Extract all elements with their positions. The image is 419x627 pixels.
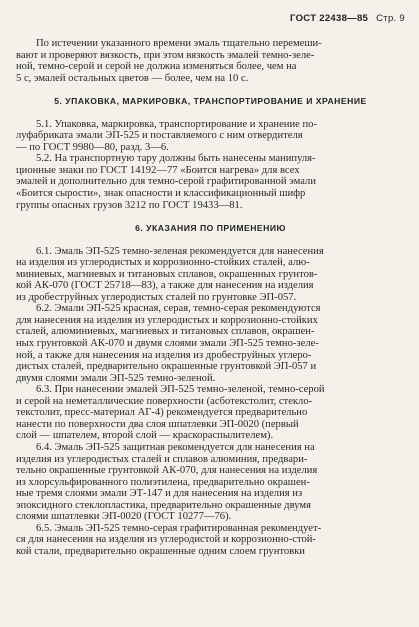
text-line: сталей, алюминиевых, магниевых и титановых сплавов, окрашен- bbox=[16, 326, 315, 338]
text-line: тельно окрашенные грунтовкой АК-070, для нанесения на изделия bbox=[16, 465, 318, 477]
paragraph-6-4 bbox=[16, 442, 405, 523]
text-line: слой — шпателем, второй слой — краскораспылителем). bbox=[16, 430, 274, 442]
text-line: По истечении указанного времени эмаль тщательно перемеши- bbox=[36, 38, 322, 49]
text-line: кой АК-070 (ГОСТ 25718—83), а также для нанесения на изделия bbox=[16, 280, 314, 292]
text-line: 6.4. Эмаль ЭП-525 защитная рекомендуется для нанесения на bbox=[36, 441, 315, 453]
paragraph-5-2 bbox=[16, 153, 405, 211]
paragraph-6-1 bbox=[16, 246, 405, 304]
page-header bbox=[290, 13, 405, 24]
text-line: на изделия из углеродистых и коррозионно-стойких сталей, алю- bbox=[16, 257, 310, 269]
section-5-heading: 5. УПАКОВКА, МАРКИРОВКА, ТРАНСПОРТИРОВАНИЕ И ХРАНЕНИЕ bbox=[54, 96, 367, 107]
text-line: эпоксидного стеклопластика, предварительно окрашенные двумя bbox=[16, 499, 311, 511]
text-line: слоями шпатлевки ЭП-0020 (ГОСТ 10277—76). bbox=[16, 511, 232, 523]
text-line: ся для нанесения на изделия из углеродистой и коррозионно-стой- bbox=[16, 534, 316, 546]
text-line: из хлорсульфированного полиэтилена, предварительно окрашен- bbox=[16, 476, 310, 488]
text-line: ные тремя слоями эмали ЭТ-147 и для нанесения на изделия из bbox=[16, 488, 303, 500]
text-line: ных грунтовкой АК-070 и двумя слоями эмали ЭП-525 темно-зеле- bbox=[16, 338, 319, 350]
text-line: изделия из углеродистых сталей и сплавов алюминия, предвари- bbox=[16, 453, 308, 465]
text-line: вают и проверяют вязкость, при этом вязкость эмалей темно-зеле- bbox=[16, 49, 315, 61]
document-body bbox=[16, 38, 405, 557]
standard-number: ГОСТ 22438—85 bbox=[290, 13, 369, 24]
text-line: группы опасных грузов 3212 по ГОСТ 19433—81. bbox=[16, 199, 243, 211]
text-line: двумя слоями эмали ЭП-525 темно-зеленой. bbox=[16, 372, 216, 384]
text-line: эмалей и дополнительно для темно-серой графитированной эмали bbox=[16, 176, 317, 188]
text-line: луфабриката эмали ЭП-525 и поставляемого с ним отвердителя bbox=[16, 130, 303, 142]
text-line: ционные знаки по ГОСТ 14192—77 «Боится нагрева» для всех bbox=[16, 164, 300, 176]
page-number: Стр. 9 bbox=[376, 13, 405, 24]
text-line: 6.3. При нанесении эмалей ЭП-525 темно-зеленой, темно-серой bbox=[36, 384, 325, 396]
paragraph-6-3 bbox=[16, 384, 405, 442]
text-line: ной, темно-серой и серой не должна изменяться более, чем на bbox=[16, 61, 297, 73]
text-line: и серой на неметаллические поверхности (асботекстолит, стекло- bbox=[16, 395, 313, 407]
text-line: для нанесения на изделия из углеродистых и коррозионно-стойких bbox=[16, 314, 318, 326]
text-line: из дробеструйных углеродистых сталей по грунтовке ЭП-057. bbox=[16, 291, 297, 303]
text-line: миниевых, магниевых и титановых сплавов, окрашенных грунтов- bbox=[16, 268, 318, 280]
text-line: 6.1. Эмаль ЭП-525 темно-зеленая рекомендуется для нанесения bbox=[36, 245, 324, 257]
text-line: нанести по поверхности два слоя шпатлевки ЭП-0020 (первый bbox=[16, 418, 299, 430]
paragraph-6-5 bbox=[16, 523, 405, 558]
text-line: 6.2. Эмали ЭП-525 красная, серая, темно-серая рекомендуются bbox=[36, 303, 321, 315]
text-line: 5 с, эмалей остальных цветов — более, чем на 10 с. bbox=[16, 72, 249, 84]
text-line: 6.5. Эмаль ЭП-525 темно-серая графитированная рекомендует- bbox=[36, 522, 322, 534]
text-line: текстолит, пресс-материал АГ-4) рекомендуется предварительно bbox=[16, 407, 308, 419]
paragraph-viscosity bbox=[16, 38, 405, 84]
paragraph-5-1 bbox=[16, 119, 405, 154]
section-6-heading: 6. УКАЗАНИЯ ПО ПРИМЕНЕНИЮ bbox=[135, 223, 286, 234]
text-line: 5.1. Упаковка, маркировка, транспортирование и хранение по- bbox=[36, 118, 317, 130]
text-line: «Боится сырости», знак опасности и классификационный шифр bbox=[16, 188, 306, 200]
text-line: 5.2. На транспортную тару должны быть нанесены манипуля- bbox=[36, 153, 316, 165]
text-line: — по ГОСТ 9980—80, разд. 3—6. bbox=[16, 141, 169, 153]
paragraph-6-2 bbox=[16, 303, 405, 384]
text-line: дистых сталей, предварительно окрашенные грунтовкой ЭП-057 и bbox=[16, 361, 317, 373]
text-line: кой стали, предварительно окрашенные одним слоем грунтовки bbox=[16, 545, 305, 557]
text-line: ной, а также для нанесения на изделия из дробеструйных углеро- bbox=[16, 349, 312, 361]
